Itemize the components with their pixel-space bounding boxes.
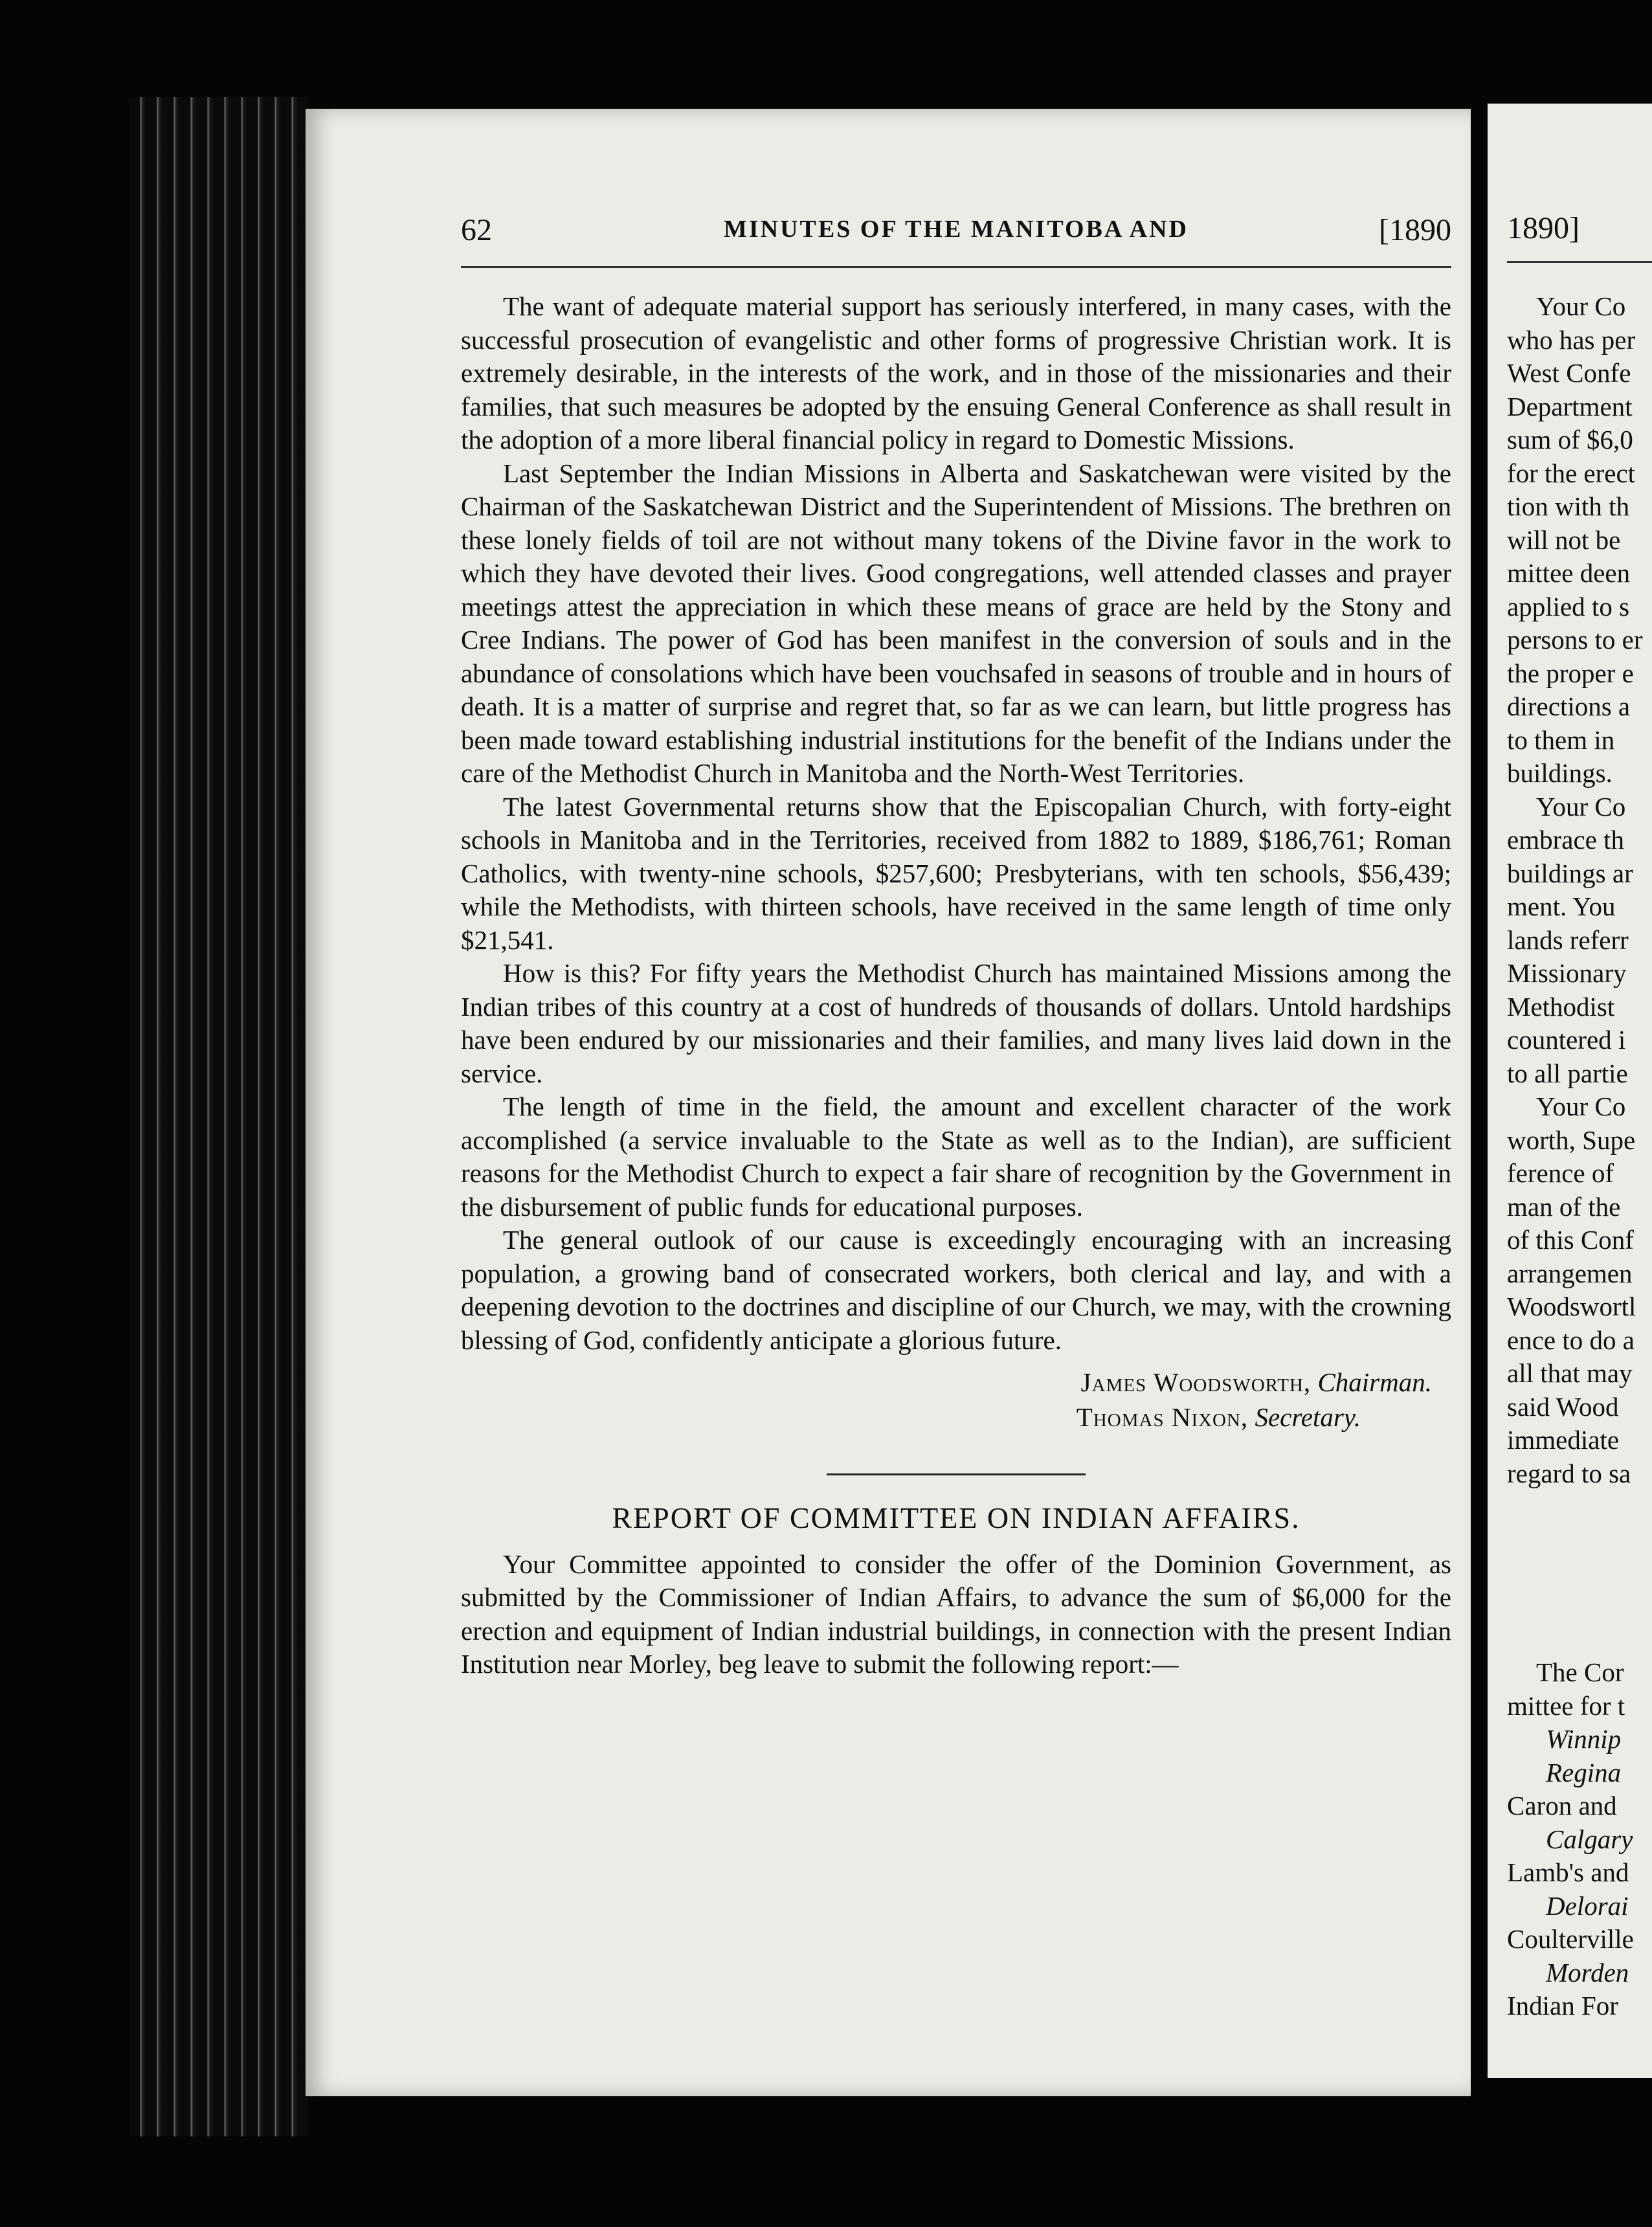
text-line: Calgary — [1546, 1824, 1633, 1854]
body-text — [461, 290, 1451, 1681]
text-line: Lamb's and — [1507, 1857, 1629, 1887]
text-line: Woodswortl — [1507, 1292, 1636, 1321]
text-line: The Cor — [1536, 1657, 1624, 1687]
text-line: West Confe — [1507, 358, 1631, 388]
text-line: ence to do a — [1507, 1325, 1635, 1355]
header-rule — [1507, 261, 1652, 263]
text-line: will not be — [1507, 524, 1621, 555]
text-line: Indian For — [1507, 1991, 1618, 2020]
text-line: Coulterville — [1507, 1924, 1634, 1954]
text-line: Your Co — [1536, 1091, 1626, 1121]
text-line: embrace th — [1507, 825, 1624, 855]
text-line: Delorai — [1546, 1890, 1629, 1921]
text-line: to all partie — [1507, 1058, 1628, 1088]
text-line: countered i — [1507, 1025, 1626, 1055]
spacer — [1507, 1573, 1652, 1656]
signature-role: Chairman. — [1317, 1367, 1432, 1397]
text-line: lands referr — [1507, 924, 1629, 955]
text-line: arrangemen — [1507, 1258, 1633, 1288]
running-title: MINUTES OF THE MANITOBA AND — [724, 216, 1189, 243]
paragraph: Last September the Indian Missions in Alberta and Saskatchewan were visited by the Chairman of the Saskatchewan District and the Superintendent of Missions. The brethren on these lonely fields of toil are not without many tokens of the Divine favor in the work to which they have devoted their lives. Good congregations, well attended classes and prayer meetings attest the appreciation in which these means of grace are held by the Stony and Cree Indians. The power of God has been manifest in the conversion of souls and in the abundance of consolations which have been vouchsafed in seasons of trouble and in hours of death. It is a matter of surprise and regret that, so far as we can learn, but little progress has been made toward establishing industrial institutions for the benefit of the Indians under the care of the Methodist Church in Manitoba and the North-West Territories. — [461, 458, 1451, 788]
paragraph: The want of adequate material support has seriously interfered, in many cases, with the successful prosecution of evangelistic and other forms of progressive Christian work. It is extremely desirable, in the interests of the work, and in those of the missionaries and their families, that such measures be adopted by the ensuing General Conference as shall result in the adoption of a more liberal financial policy in regard to Domestic Missions. — [461, 291, 1451, 454]
left-page — [306, 109, 1471, 2096]
text-line: buildings ar — [1507, 858, 1633, 888]
text-line: worth, Supe — [1507, 1125, 1636, 1155]
text-line: man of the — [1507, 1191, 1621, 1222]
header-year: [1890 — [1379, 213, 1451, 247]
text-line: applied to s — [1507, 591, 1630, 621]
text-line: mittee for t — [1507, 1690, 1625, 1721]
signature-block — [461, 1365, 1451, 1435]
text-line: Caron and — [1507, 1791, 1617, 1820]
text-line: regard to sa — [1507, 1458, 1631, 1488]
text-line: who has per — [1507, 324, 1636, 355]
text-line: of this Conf — [1507, 1225, 1634, 1255]
text-line: directions a — [1507, 691, 1631, 721]
text-line: persons to er — [1507, 625, 1643, 655]
text-line: Methodist — [1507, 991, 1615, 1022]
paragraph: The length of time in the field, the amount and excellent character of the work accomplished (a service invaluable to the State as well as to the Indian), are sufficient reasons for the Methodist Church to expect a fair share of recognition by the Government in the disbursement of public funds for educational purposes. — [461, 1091, 1451, 1222]
text-line: sum of $6,0 — [1507, 425, 1633, 454]
section-divider — [827, 1473, 1086, 1475]
text-line: ment. You — [1507, 891, 1616, 921]
paragraph: The general outlook of our cause is exceedingly encouraging with an increasing population, a growing band of consecrated workers, both clerical and lay, and with a deepening devotion to the doctrines and discipline of our Church, we may, with the crowning blessing of God, confidently anticipate a glorious future. — [461, 1225, 1451, 1355]
right-page-text — [1507, 290, 1652, 2023]
paragraph: The latest Governmental returns show that the Episcopalian Church, with forty-eight schools in Manitoba and in the Territories, received from 1882 to 1889, $186,761; Roman Catholics, with twenty-nine schools, $257,600; Presbyterians, with ten schools, $56,439; while the Methodists, with thirteen schools, have received in the same length of time only $21,541. — [461, 791, 1451, 955]
signature-secretary — [461, 1400, 1451, 1435]
page-header — [461, 212, 1451, 258]
paragraph: Your Committee appointed to consider the offer of the Dominion Government, as submitted by the Commissioner of Indian Affairs, to advance the sum of $6,000 for the erection and equipment of Indian industrial buildings, in connection with the present Indian Institution near Morley, beg leave to submit the following report:— — [461, 1549, 1451, 1679]
text-line: mittee deen — [1507, 558, 1631, 588]
text-line: all that may — [1507, 1358, 1633, 1388]
text-line: Department — [1507, 391, 1633, 421]
text-line: tion with th — [1507, 491, 1630, 521]
text-line: said Wood — [1507, 1391, 1619, 1422]
text-line: Regina — [1546, 1757, 1622, 1787]
page-number: 62 — [461, 213, 492, 247]
text-line: immediate — [1507, 1425, 1620, 1455]
section-title: REPORT OF COMMITTEE ON INDIAN AFFAIRS. — [612, 1501, 1300, 1534]
signature-name: Thomas Nixon, — [1076, 1402, 1249, 1432]
header-year: 1890] — [1507, 211, 1579, 245]
text-line: buildings. — [1507, 758, 1613, 788]
text-line: to them in — [1507, 724, 1615, 755]
header-rule — [461, 266, 1451, 268]
text-line: ference of — [1507, 1158, 1614, 1188]
right-page — [1488, 104, 1652, 2078]
text-line: Your Co — [1536, 291, 1626, 321]
text-line: Winnip — [1546, 1724, 1622, 1754]
signature-role: Secretary. — [1255, 1402, 1361, 1432]
text-line: Missionary — [1507, 958, 1627, 988]
text-line: Your Co — [1536, 791, 1626, 822]
spacer — [1507, 1490, 1652, 1573]
paragraph: How is this? For fifty years the Methodist Church has maintained Missions among the Indian tribes of this country at a cost of hundreds of thousands of dollars. Untold hardships have been endured by our missionaries and their families, and many lives laid down in the service. — [461, 958, 1451, 1088]
text-line: for the erect — [1507, 458, 1636, 488]
signature-name: James Woodsworth, — [1080, 1367, 1312, 1397]
text-line: the proper e — [1507, 658, 1634, 688]
text-line: Morden — [1546, 1957, 1629, 1987]
book-page-edges — [129, 97, 307, 2136]
signature-chairman — [461, 1365, 1451, 1400]
